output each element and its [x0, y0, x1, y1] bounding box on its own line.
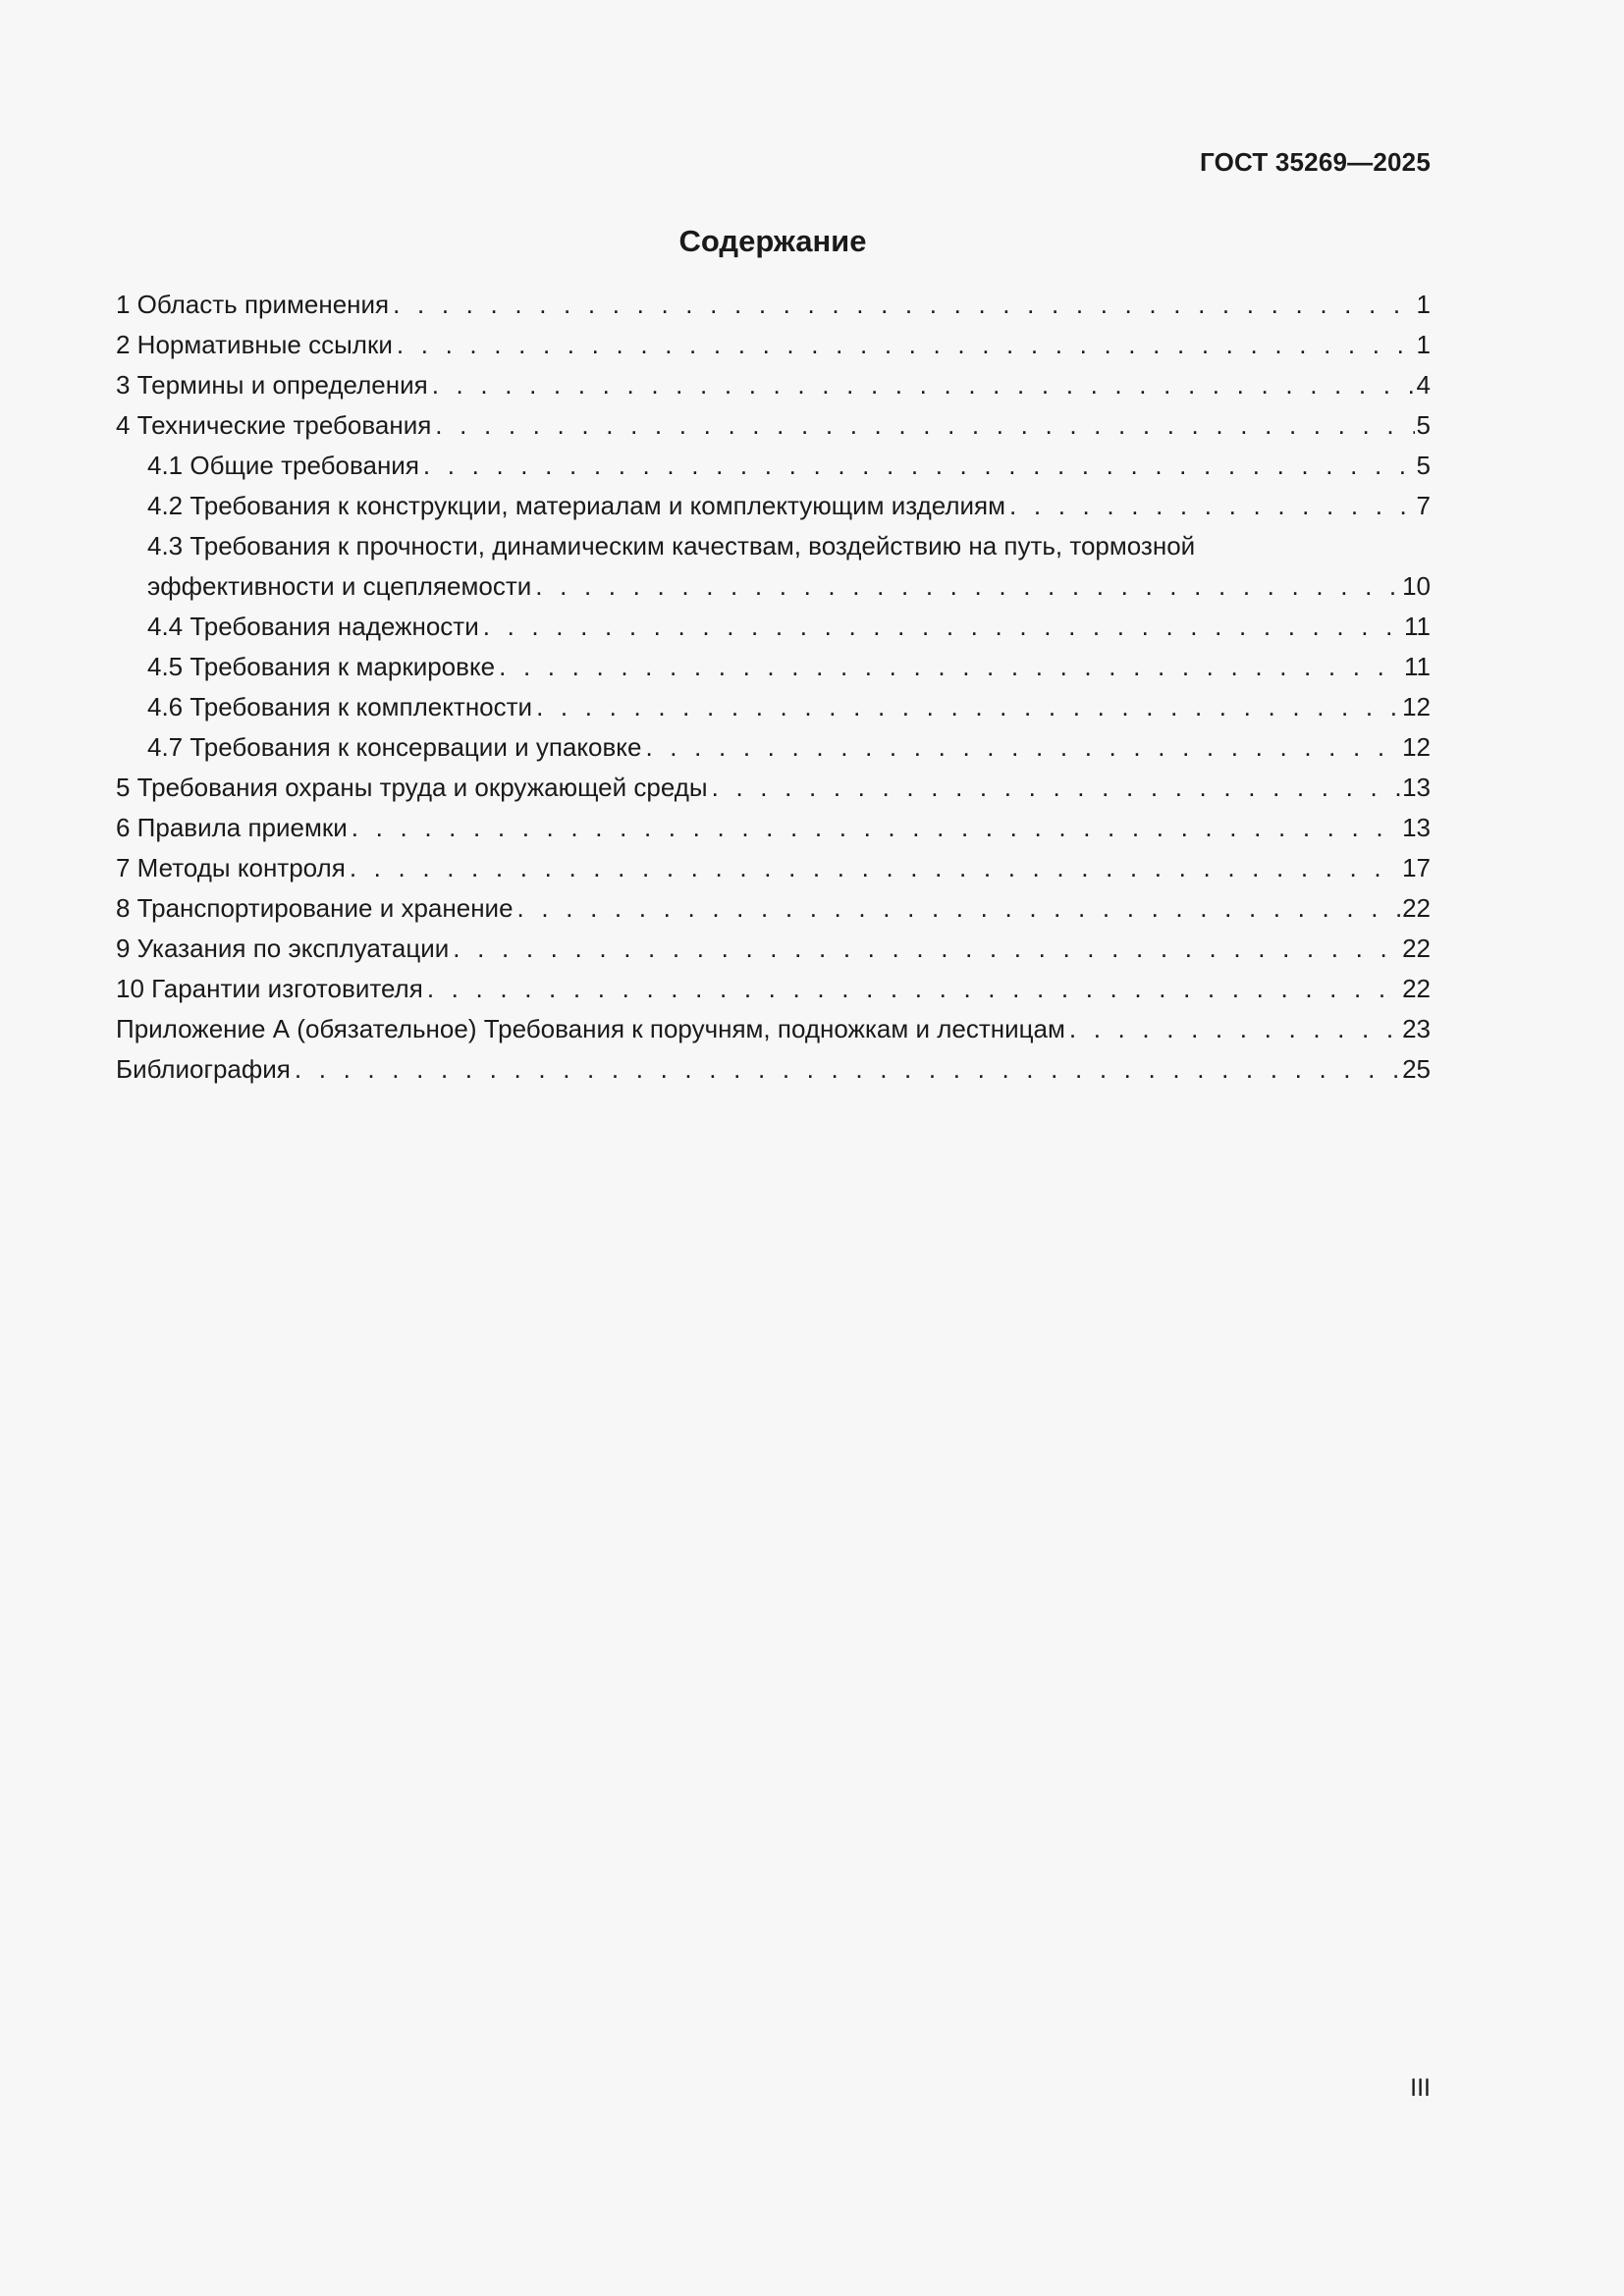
- toc-entry-title: 4.4 Требования надежности: [147, 612, 479, 641]
- toc-title: Содержание: [678, 224, 867, 258]
- toc-leader-dots: [483, 607, 1402, 647]
- toc-entry-page: 22: [1402, 893, 1431, 923]
- toc-entry-title: 10 Гарантии изготовителя: [116, 974, 423, 1003]
- toc-entry-title: 4.3 Требования к прочности, динамическим качествам, воздействию на путь, тормозной: [147, 531, 1196, 561]
- toc-leader-dots: [295, 1049, 1400, 1090]
- toc-subentry[interactable]: [116, 607, 1431, 647]
- toc-leader-dots: [499, 647, 1402, 687]
- toc-entry-title: 1 Область применения: [116, 290, 390, 319]
- toc-entry-page: 12: [1402, 732, 1431, 762]
- toc-entry-page: 13: [1402, 773, 1431, 802]
- toc-entry-page: 23: [1402, 1014, 1431, 1043]
- toc-leader-dots: [352, 808, 1400, 848]
- toc-entry[interactable]: [116, 768, 1431, 808]
- toc-entry[interactable]: [116, 1049, 1431, 1090]
- toc-subentry[interactable]: [116, 727, 1431, 768]
- toc-entry-title-continued: эффективности и сцепляемости: [147, 571, 532, 601]
- toc-entry[interactable]: [116, 285, 1431, 325]
- toc-leader-dots: [393, 285, 1414, 325]
- toc-entry[interactable]: [116, 848, 1431, 888]
- toc-subentry[interactable]: [116, 647, 1431, 687]
- toc-entry[interactable]: [116, 969, 1431, 1009]
- toc-entry[interactable]: [116, 1009, 1431, 1049]
- toc-entry-title: 3 Термины и определения: [116, 370, 428, 400]
- toc-leader-dots: [432, 365, 1415, 405]
- toc-leader-dots: [1069, 1009, 1400, 1049]
- toc-leader-dots: [712, 768, 1400, 808]
- toc-leader-dots: [645, 727, 1400, 768]
- toc-leader-dots: [453, 929, 1400, 969]
- toc-leader-dots: [435, 405, 1414, 446]
- toc-leader-dots: [397, 325, 1415, 365]
- toc-entry-page: 13: [1402, 813, 1431, 842]
- toc-subentry[interactable]: [116, 446, 1431, 486]
- toc-entry[interactable]: [116, 405, 1431, 446]
- toc-entry-page: 25: [1402, 1054, 1431, 1084]
- toc-leader-dots: [517, 888, 1401, 929]
- toc-entry[interactable]: [116, 888, 1431, 929]
- toc-entry-page: 22: [1402, 934, 1431, 963]
- toc-entry-title: 4.6 Требования к комплектности: [147, 692, 533, 721]
- table-of-contents: [116, 285, 1431, 1090]
- toc-entry-page: 12: [1402, 692, 1431, 721]
- toc-entry-title: 7 Методы контроля: [116, 853, 346, 882]
- toc-leader-dots: [536, 687, 1400, 727]
- document-code: ГОСТ 35269—2025: [1200, 147, 1431, 177]
- toc-entry-title: 4.7 Требования к консервации и упаковке: [147, 732, 642, 762]
- toc-entry[interactable]: [116, 365, 1431, 405]
- toc-entry[interactable]: [116, 929, 1431, 969]
- toc-entry-page: 17: [1402, 853, 1431, 882]
- toc-entry-title: 4 Технические требования: [116, 410, 432, 440]
- toc-entry-title: Приложение А (обязательное) Требования к поручням, подножкам и лестницам: [116, 1014, 1065, 1043]
- toc-subentry[interactable]: [116, 486, 1431, 526]
- toc-entry-title: 4.1 Общие требования: [147, 451, 419, 480]
- toc-entry-title: 6 Правила приемки: [116, 813, 348, 842]
- toc-entry-page: 4: [1416, 370, 1431, 400]
- toc-entry-title: 2 Нормативные ссылки: [116, 330, 393, 359]
- toc-entry-page: 22: [1402, 974, 1431, 1003]
- toc-entry-page: 1: [1416, 330, 1431, 359]
- toc-entry[interactable]: [116, 325, 1431, 365]
- toc-entry-title: 4.5 Требования к маркировке: [147, 652, 496, 681]
- toc-entry-page: 7: [1416, 491, 1431, 520]
- page-number: III: [1410, 2074, 1431, 2102]
- toc-subentry[interactable]: [116, 526, 1431, 607]
- toc-leader-dots: [427, 969, 1400, 1009]
- toc-entry-title: 4.2 Требования к конструкции, материалам и комплектующим изделиям: [147, 491, 1005, 520]
- toc-entry-continuation-line: [147, 566, 1431, 607]
- toc-leader-dots: [350, 848, 1400, 888]
- toc-entry-page: 1: [1416, 290, 1431, 319]
- toc-leader-dots: [1009, 486, 1415, 526]
- toc-entry-page: 10: [1402, 571, 1431, 601]
- toc-subentry[interactable]: [116, 687, 1431, 727]
- toc-entry-title: 5 Требования охраны труда и окружающей среды: [116, 773, 708, 802]
- toc-entry-page: 11: [1404, 652, 1431, 681]
- toc-entry-page: 11: [1404, 612, 1431, 641]
- toc-entry-page: 5: [1416, 410, 1431, 440]
- toc-leader-dots: [535, 566, 1400, 607]
- toc-leader-dots: [423, 446, 1415, 486]
- toc-entry-title: 8 Транспортирование и хранение: [116, 893, 514, 923]
- toc-entry-title: Библиография: [116, 1054, 291, 1084]
- toc-entry-page: 5: [1416, 451, 1431, 480]
- toc-entry[interactable]: [116, 808, 1431, 848]
- toc-entry-title: 9 Указания по эксплуатации: [116, 934, 450, 963]
